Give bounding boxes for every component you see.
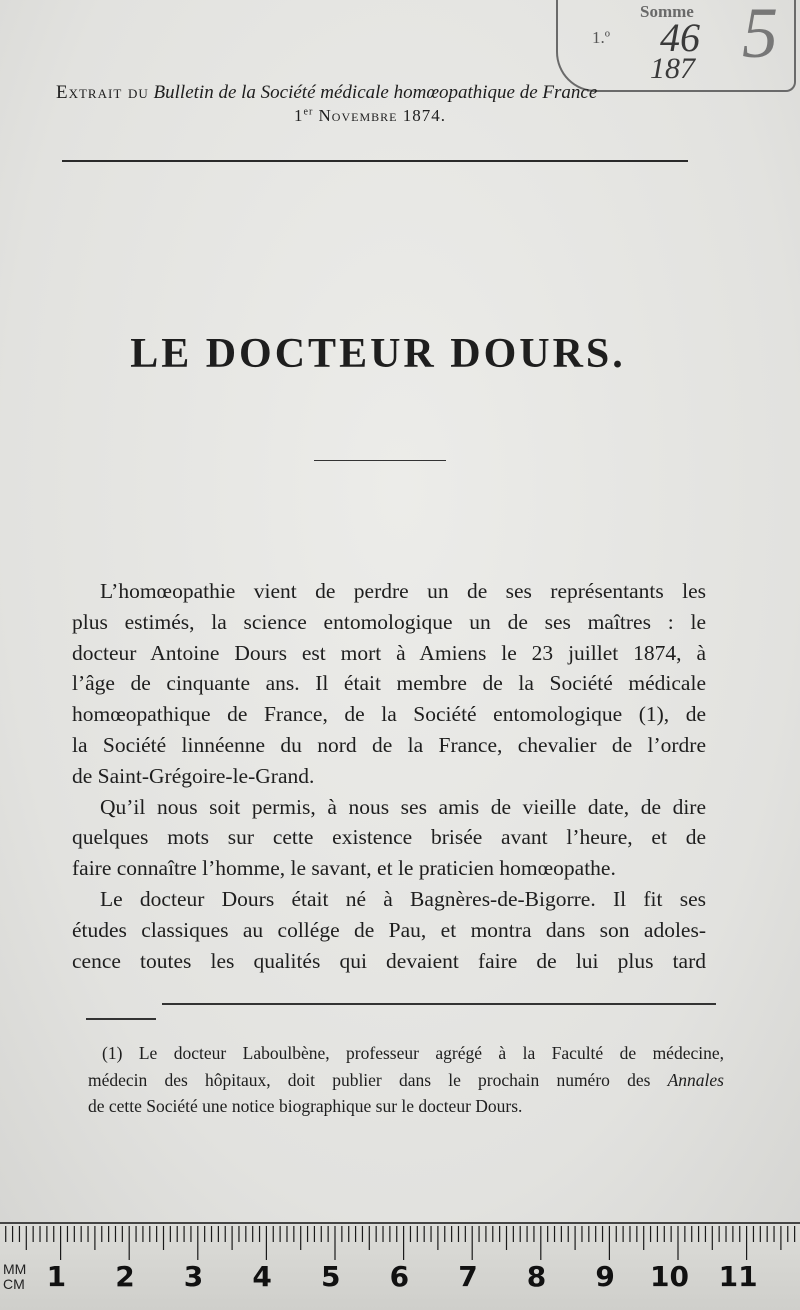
body-line: cence toutes les qualités qui devaient faire de lui plus tard xyxy=(72,948,706,973)
measurement-ruler xyxy=(0,1222,800,1310)
footnote xyxy=(88,1040,724,1120)
footnote-text: médecin des hôpitaux, doit publier dans le prochain numéro des xyxy=(88,1069,668,1090)
body-line: études classiques au collége de Pau, et montra dans son adoles- xyxy=(72,917,706,942)
catalog-number: 5 xyxy=(742,0,778,73)
footnote-line xyxy=(88,1067,724,1094)
body-line: Le docteur Dours était né à Bagnères-de-Bigorre. Il fit ses xyxy=(100,886,706,911)
body-line: l’âge de cinquante ans. Il était membre de la Société médicale xyxy=(72,671,706,696)
body-line: faire connaître l’homme, le savant, et le praticien homœopathe. xyxy=(72,856,616,881)
header-date xyxy=(0,106,740,126)
header-date-sup: er xyxy=(303,106,314,118)
body-line: Qu’il nous soit permis, à nous ses amis de vieille date, de dire xyxy=(100,794,706,819)
header-date-text: Novembre 1874. xyxy=(318,106,446,125)
body-line: quelques mots sur cette existence brisée avant l’heure, et de xyxy=(72,825,706,850)
footnote-line: (1) Le docteur Laboulbène, professeur agrégé à la Faculté de médecine, xyxy=(102,1043,724,1063)
body-line: L’homœopathie vient de perdre un de ses représentants les xyxy=(100,579,706,603)
ruler-unit-label xyxy=(3,1262,26,1292)
body-line: la Société linnéenne du nord de la France, chevalier de l’ordre xyxy=(72,732,706,757)
body-line: plus estimés, la science entomologique un de ses maîtres : le xyxy=(72,609,706,634)
ruler-unit-mm: MM xyxy=(3,1261,27,1277)
ruler-number: 1 xyxy=(46,1260,67,1293)
ruler-number: 2 xyxy=(115,1260,135,1293)
header-bulletin: Bulletin de la Société médicale homœopathique de France xyxy=(153,82,598,103)
ruler-number: 3 xyxy=(183,1260,204,1293)
body-line: docteur Antoine Dours est mort à Amiens le 23 juillet 1874, à xyxy=(72,640,706,665)
body-line: homœopathique de France, de la Société entomologique (1), de xyxy=(72,702,706,727)
body-text xyxy=(72,576,706,976)
stamp-number: 46 xyxy=(660,15,700,60)
ruler-number: 4 xyxy=(252,1260,272,1293)
footnote-rule xyxy=(162,1003,716,1005)
ruler-ticks xyxy=(0,1224,800,1264)
ruler-number: 7 xyxy=(458,1260,478,1293)
footnote-annales: Annales xyxy=(667,1069,724,1090)
ruler-number: 8 xyxy=(526,1260,547,1293)
header-date-day: 1 xyxy=(294,106,304,125)
header-rule xyxy=(62,160,688,162)
page-title: LE DOCTEUR DOURS. xyxy=(130,331,626,377)
ruler-number: 5 xyxy=(321,1260,341,1293)
body-line: de Saint-Grégoire-le-Grand. xyxy=(72,763,315,788)
stamp-year: 187 xyxy=(650,52,695,85)
ruler-number: 11 xyxy=(718,1260,758,1293)
header-source xyxy=(56,82,736,104)
ruler-number: 6 xyxy=(389,1260,410,1293)
stamp-prefix: 1.º xyxy=(592,28,611,47)
footnote-line: de cette Société une notice biographique sur le docteur Dours. xyxy=(88,1096,523,1116)
ruler-number: 9 xyxy=(595,1260,615,1293)
ruler-unit-cm: CM xyxy=(3,1276,25,1292)
footnote-rule-short xyxy=(86,1018,156,1020)
header-extrait: Extrait du xyxy=(56,82,149,103)
stamp-label: Somme xyxy=(640,2,694,21)
title-rule xyxy=(314,460,446,461)
ruler-number: 10 xyxy=(650,1260,689,1293)
